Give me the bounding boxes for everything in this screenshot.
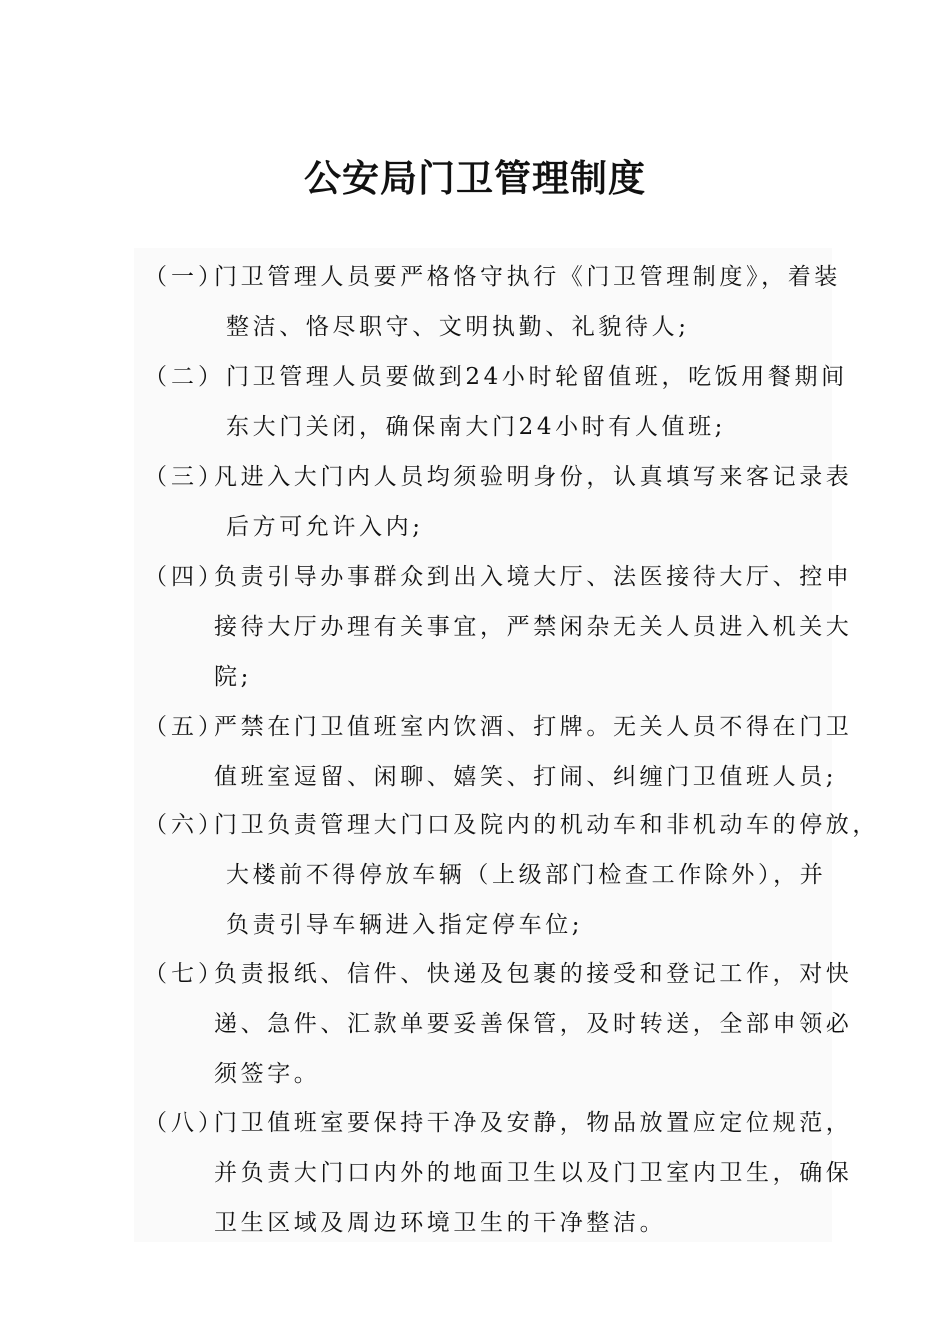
rule-text-line: 门卫管理人员要严格恪守执行《门卫管理制度》，着装 <box>214 264 841 290</box>
document-title: 公安局门卫管理制度 <box>304 157 646 200</box>
rule-number: （二） <box>144 364 225 390</box>
rule-text-line: 后方可允许入内; <box>226 514 424 540</box>
rule-text-line: 门卫负责管理大门口及院内的机动车和非机动车的停放， <box>214 812 879 838</box>
rule-text-line: 门卫值班室要保持干净及安静，物品放置应定位规范， <box>214 1110 853 1136</box>
rule-number: （四） <box>144 564 225 590</box>
rule-text-line: 大楼前不得停放车辆（上级部门检查工作除外），并 <box>226 862 827 888</box>
rule-number: （八） <box>144 1110 225 1136</box>
rule-number: （三） <box>144 464 225 490</box>
rule-number: （七） <box>144 961 225 987</box>
rule-text-line: 整洁、恪尽职守、文明执勤、礼貌待人; <box>226 314 690 340</box>
rule-text-line: 负责报纸、信件、快递及包裹的接受和登记工作，对快 <box>214 961 853 987</box>
rule-number: （一） <box>144 264 225 290</box>
rule-text-line: 须签字。 <box>214 1061 321 1087</box>
rule-text-line: 并负责大门口内外的地面卫生以及门卫室内卫生，确保 <box>214 1160 853 1186</box>
rule-text-line: 负责引导车辆进入指定停车位; <box>226 912 584 938</box>
rule-text-line: 卫生区域及周边环境卫生的干净整洁。 <box>214 1210 667 1236</box>
rule-text-line: 门卫管理人员要做到24小时轮留值班，吃饭用餐期间 <box>226 364 848 390</box>
rule-text-line: 负责引导办事群众到出入境大厅、法医接待大厅、控申 <box>214 564 853 590</box>
rule-text-line: 凡进入大门内人员均须验明身份，认真填写来客记录表 <box>214 464 853 490</box>
rule-text-line: 东大门关闭，确保南大门24小时有人值班; <box>226 414 727 440</box>
rule-number: （五） <box>144 714 225 740</box>
rule-number: （六） <box>144 812 225 838</box>
rule-text-line: 递、急件、汇款单要妥善保管，及时转送，全部申领必 <box>214 1011 853 1037</box>
rule-text-line: 院; <box>214 664 252 690</box>
rule-text-line: 严禁在门卫值班室内饮酒、打牌。无关人员不得在门卫 <box>214 714 853 740</box>
rule-text-line: 值班室逗留、闲聊、嬉笑、打闹、纠缠门卫值班人员; <box>214 764 838 790</box>
rule-text-line: 接待大厅办理有关事宜，严禁闲杂无关人员进入机关大 <box>214 614 853 640</box>
